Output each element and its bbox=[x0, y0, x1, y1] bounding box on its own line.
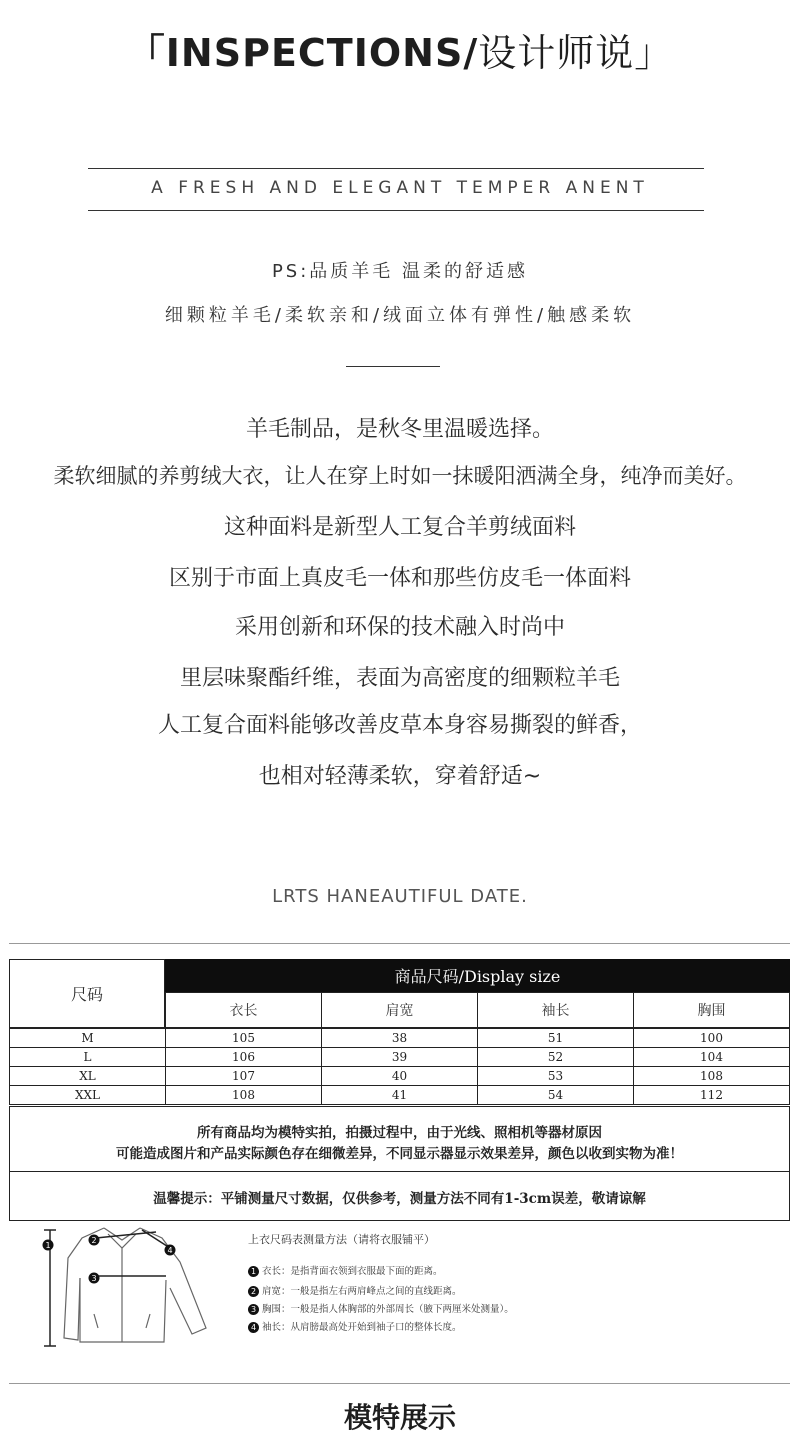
guide-item-text: 肩宽：一般是指左右两肩峰点之间的直线距离。 bbox=[262, 1286, 462, 1297]
size-table-header: 商品尺码/Display size bbox=[165, 959, 790, 992]
guide-item bbox=[248, 1319, 462, 1333]
tagline-bottom-rule bbox=[88, 210, 704, 211]
table-cell: 108 bbox=[633, 1066, 790, 1086]
size-cell: XXL bbox=[9, 1085, 166, 1105]
guide-title: 上衣尺码表测量方法（请将衣服铺平） bbox=[248, 1233, 435, 1246]
title-cn: 设计师说」 bbox=[478, 31, 674, 75]
tagline: A FRESH AND ELEGANT TEMPER ANENT bbox=[151, 178, 649, 198]
table-cell: 41 bbox=[321, 1085, 478, 1105]
description-line: 羊毛制品，是秋冬里温暖选择。 bbox=[245, 417, 554, 442]
notice-line: 所有商品均为模特实拍，拍摄过程中，由于光线、照相机等器材原因 bbox=[197, 1125, 602, 1141]
table-frame-top bbox=[9, 943, 790, 944]
marker-label: 4 bbox=[167, 1246, 173, 1255]
marker-label: 3 bbox=[91, 1274, 97, 1283]
guide-item bbox=[248, 1283, 462, 1297]
section-divider bbox=[346, 366, 440, 367]
table-cell: 108 bbox=[165, 1085, 322, 1105]
page-title bbox=[0, 22, 800, 77]
features-line: 细颗粒羊毛/柔软亲和/绒面立体有弹性/触感柔软 bbox=[164, 305, 636, 326]
guide-item bbox=[248, 1263, 443, 1277]
table-cell: 100 bbox=[633, 1028, 790, 1048]
size-cell: XL bbox=[9, 1066, 166, 1086]
column-header: 衣长 bbox=[165, 992, 322, 1028]
notice-line: 可能造成图片和产品实际颜色存在细微差异，不同显示器显示效果差异，颜色以收到实物为准！ bbox=[116, 1146, 683, 1162]
section-subhead: LRTS HANEAUTIFUL DATE. bbox=[272, 886, 528, 907]
table-cell: 53 bbox=[477, 1066, 634, 1086]
column-header: 肩宽 bbox=[321, 992, 478, 1028]
tagline-top-rule bbox=[88, 168, 704, 169]
guide-item-number: 4 bbox=[248, 1322, 259, 1333]
description-line: 也相对轻薄柔软，穿着舒适~ bbox=[258, 764, 542, 789]
marker-label: 1 bbox=[45, 1241, 51, 1250]
measurement-tip bbox=[9, 1171, 790, 1221]
table-cell: 39 bbox=[321, 1047, 478, 1067]
guide-item-text: 衣长：是指背面衣领到衣服最下面的距离。 bbox=[262, 1266, 443, 1277]
guide-item bbox=[248, 1301, 514, 1315]
guide-item-text: 袖长：从肩膀最高处开始到袖子口的整体长度。 bbox=[262, 1322, 462, 1333]
model-showcase-title: 模特展示 bbox=[343, 1401, 456, 1434]
description-line: 人工复合面料能够改善皮草本身容易撕裂的鲜香， bbox=[157, 713, 642, 738]
column-header: 袖长 bbox=[477, 992, 634, 1028]
description-line: 采用创新和环保的技术融入时尚中 bbox=[234, 615, 565, 640]
table-cell: 51 bbox=[477, 1028, 634, 1048]
size-label-cell bbox=[9, 959, 165, 1028]
ps-line: PS:品质羊毛 温柔的舒适感 bbox=[271, 261, 529, 282]
size-label: 尺码 bbox=[70, 985, 103, 1004]
column-header: 胸围 bbox=[633, 992, 790, 1028]
table-cell: 38 bbox=[321, 1028, 478, 1048]
guide-item-number: 3 bbox=[248, 1304, 259, 1315]
guide-item-number: 1 bbox=[248, 1266, 259, 1277]
size-cell: L bbox=[9, 1047, 166, 1067]
table-cell: 52 bbox=[477, 1047, 634, 1067]
description-line: 这种面料是新型人工复合羊剪绒面料 bbox=[223, 515, 576, 540]
marker-label: 2 bbox=[91, 1236, 97, 1245]
title-en: 「INSPECTIONS/ bbox=[126, 31, 479, 75]
size-cell: M bbox=[9, 1028, 166, 1048]
table-cell: 107 bbox=[165, 1066, 322, 1086]
photo-notice bbox=[9, 1106, 790, 1172]
table-cell: 112 bbox=[633, 1085, 790, 1105]
description-line: 柔软细腻的养剪绒大衣，让人在穿上时如一抹暖阳洒满全身，纯净而美好。 bbox=[53, 464, 747, 488]
guide-item-text: 胸围：一般是指人体胸部的外部周长（腋下两厘米处测量）。 bbox=[262, 1304, 514, 1315]
table-cell: 106 bbox=[165, 1047, 322, 1067]
table-cell: 104 bbox=[633, 1047, 790, 1067]
table-cell: 105 bbox=[165, 1028, 322, 1048]
table-cell: 54 bbox=[477, 1085, 634, 1105]
guide-item-number: 2 bbox=[248, 1286, 259, 1297]
table-cell: 40 bbox=[321, 1066, 478, 1086]
description-line: 里层味聚酯纤维，表面为高密度的细颗粒羊毛 bbox=[179, 666, 620, 691]
jacket-measurement-diagram bbox=[30, 1218, 230, 1368]
table-frame-bottom bbox=[9, 1383, 790, 1384]
description-line: 区别于市面上真皮毛一体和那些仿皮毛一体面料 bbox=[168, 566, 631, 591]
tip-text: 温馨提示：平铺测量尺寸数据，仅供参考，测量方法不同有1-3cm误差，敬请谅解 bbox=[153, 1191, 646, 1207]
